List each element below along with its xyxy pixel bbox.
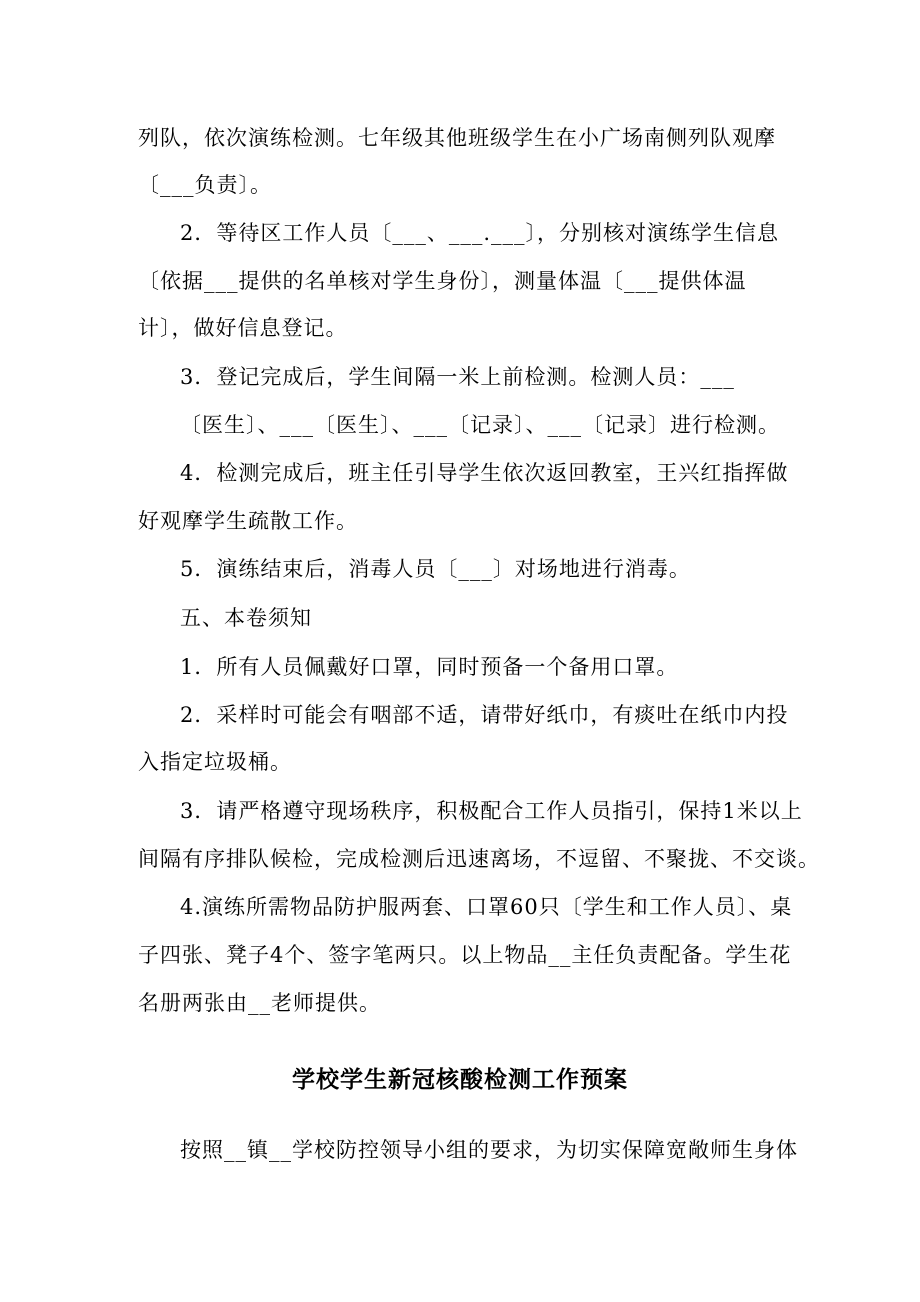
document-title: 学校学生新冠核酸检测工作预案 (292, 1067, 628, 1093)
text-line: 4．检测完成后，班主任引导学生依次返回教室，王兴红指挥做 (180, 461, 789, 485)
text-line: 5．演练结束后，消毒人员〔___〕对场地进行消毒。 (180, 557, 691, 581)
text-line: 好观摩学生疏散工作。 (138, 509, 358, 533)
text-line: 3．请严格遵守现场秩序，积极配合工作人员指引，保持1米以上 (180, 799, 803, 823)
section-heading: 五、本卷须知 (180, 606, 312, 630)
text-line: 入指定垃圾桶。 (138, 750, 292, 774)
text-line: 列队，依次演练检测。七年级其他班级学生在小广场南侧列队观摩 (138, 126, 776, 150)
text-line: 1．所有人员佩戴好口罩，同时预备一个备用口罩。 (180, 655, 679, 679)
text-line: 子四张、凳子4个、签字笔两只。以上物品__主任负责配备。学生花 (138, 943, 792, 967)
text-line: 〔___负责〕。 (138, 173, 272, 197)
text-line: 计〕，做好信息登记。 (138, 316, 348, 340)
text-line: 名册两张由__老师提供。 (138, 991, 381, 1015)
text-line: 间隔有序排队候检，完成检测后迅速离场，不逗留、不聚拢、不交谈。 (138, 847, 820, 871)
text-line: 4.演练所需物品防护服两套、口罩60只〔学生和工作人员〕、桌 (180, 895, 793, 919)
text-line: 2．采样时可能会有咽部不适，请带好纸巾，有痰吐在纸巾内投 (180, 703, 789, 727)
text-line: 〔依据___提供的名单核对学生身份〕，测量体温〔___提供体温 (138, 269, 747, 293)
text-line: 〔医生〕、___〔医生〕、___〔记录〕、___〔记录〕进行检测。 (180, 413, 780, 437)
intro-paragraph: 按照__镇__学校防控领导小组的要求，为切实保障宽敞师生身体 (180, 1138, 798, 1162)
text-line: 3．登记完成后，学生间隔一米上前检测。检测人员：___ (180, 365, 735, 389)
text-line: 2．等待区工作人员〔___、___.___〕，分别核对演练学生信息 (180, 221, 780, 245)
